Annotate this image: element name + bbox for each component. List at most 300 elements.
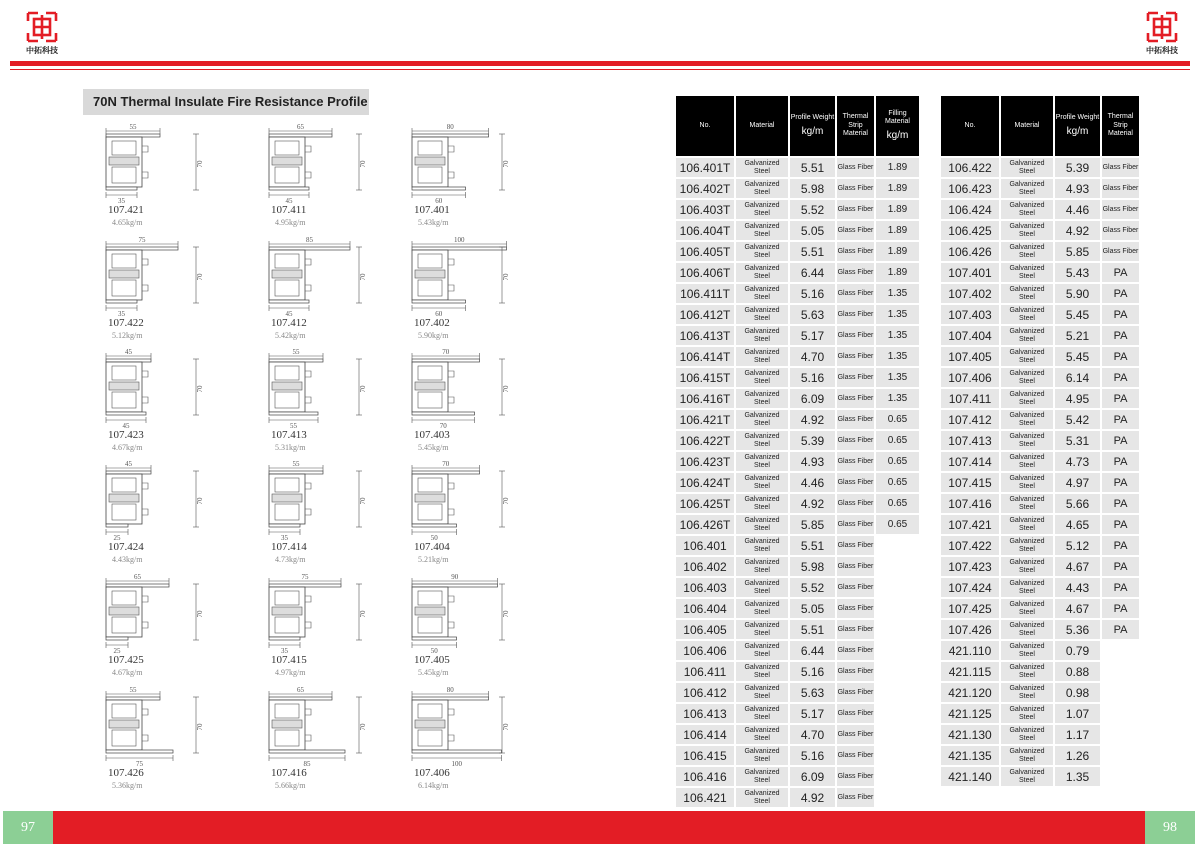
- cell-filling: 1.35: [876, 326, 919, 345]
- section-title: 70N Thermal Insulate Fire Resistance Profile: [83, 89, 369, 115]
- cell-material: Galvanized Steel: [736, 536, 788, 555]
- cell-no: 106.405: [676, 620, 734, 639]
- profile-section-drawing: [406, 124, 556, 204]
- cell-weight: 5.05: [790, 221, 835, 240]
- cell-material: Galvanized Steel: [736, 326, 788, 345]
- cell-weight: 0.88: [1055, 662, 1100, 681]
- cell-no: 421.125: [941, 704, 999, 723]
- dimension-bottom-label: 75: [136, 760, 143, 767]
- cell-filling: 1.89: [876, 158, 919, 177]
- cell-no: 106.415: [676, 746, 734, 765]
- table-row: [941, 452, 1139, 471]
- cell-no: 106.413: [676, 704, 734, 723]
- cell-filling: 0.65: [876, 431, 919, 450]
- cell-material: Galvanized Steel: [736, 641, 788, 660]
- table-row: [676, 431, 919, 450]
- profile-section-drawing: [263, 124, 413, 204]
- cell-material: Galvanized Steel: [736, 683, 788, 702]
- cell-strip: Glass Fiber: [837, 494, 874, 513]
- profile-weight: 6.14kg/m: [418, 781, 449, 790]
- table-row: [941, 704, 1139, 723]
- cell-filling: [876, 704, 919, 723]
- cell-filling: [876, 641, 919, 660]
- profile-section-drawing: [406, 461, 556, 541]
- cell-material: Galvanized Steel: [1001, 683, 1053, 702]
- col-weight-label: Profile Weight: [790, 113, 835, 121]
- cell-strip: Glass Fiber: [837, 641, 874, 660]
- cell-material: Galvanized Steel: [736, 473, 788, 492]
- table-row: [941, 389, 1139, 408]
- cell-filling: 0.65: [876, 515, 919, 534]
- table-row: [676, 263, 919, 282]
- cell-no: 106.405T: [676, 242, 734, 261]
- cell-material: Galvanized Steel: [1001, 599, 1053, 618]
- profile-weight: 4.65kg/m: [112, 218, 143, 227]
- dimension-top-label: 55: [129, 124, 137, 131]
- cell-no: 421.115: [941, 662, 999, 681]
- dimension-top-label: 55: [292, 461, 300, 468]
- cell-no: 106.423T: [676, 452, 734, 471]
- cell-no: 107.423: [941, 557, 999, 576]
- cell-no: 106.423: [941, 179, 999, 198]
- cell-material: Galvanized Steel: [1001, 347, 1053, 366]
- table-row: [676, 704, 919, 723]
- cell-weight: 6.44: [790, 263, 835, 282]
- cell-strip: Glass Fiber: [1102, 221, 1139, 240]
- cell-filling: 0.65: [876, 452, 919, 471]
- cell-strip: PA: [1102, 578, 1139, 597]
- dimension-bottom-label: 100: [451, 760, 462, 767]
- table-row: [941, 725, 1139, 744]
- cell-strip: PA: [1102, 515, 1139, 534]
- dimension-bottom-label: 35: [118, 310, 125, 317]
- dimension-height-label: 70: [196, 273, 204, 281]
- cell-material: Galvanized Steel: [1001, 704, 1053, 723]
- table-row: [941, 347, 1139, 366]
- cell-no: 107.406: [941, 368, 999, 387]
- cell-strip: PA: [1102, 473, 1139, 492]
- table-row: [676, 473, 919, 492]
- cell-strip: Glass Fiber: [837, 599, 874, 618]
- cell-material: Galvanized Steel: [736, 746, 788, 765]
- cell-strip: Glass Fiber: [837, 473, 874, 492]
- dimension-bottom-label: 25: [113, 647, 121, 654]
- cell-weight: 5.63: [790, 305, 835, 324]
- table-row: [941, 494, 1139, 513]
- cell-material: Galvanized Steel: [736, 389, 788, 408]
- cell-material: Galvanized Steel: [1001, 326, 1053, 345]
- cell-weight: 5.51: [790, 158, 835, 177]
- profile-section-drawing: [263, 237, 413, 317]
- dimension-height-label: 70: [196, 723, 204, 731]
- cell-strip: Glass Fiber: [837, 410, 874, 429]
- cell-strip: Glass Fiber: [837, 515, 874, 534]
- profile-section-drawing: [100, 124, 250, 204]
- dimension-bottom-label: 45: [285, 197, 293, 204]
- cell-no: 107.404: [941, 326, 999, 345]
- cell-material: Galvanized Steel: [1001, 557, 1053, 576]
- cell-material: Galvanized Steel: [1001, 578, 1053, 597]
- cell-filling: 1.89: [876, 263, 919, 282]
- profile-section-drawing: [263, 349, 413, 429]
- cell-strip: Glass Fiber: [837, 284, 874, 303]
- cell-strip: Glass Fiber: [837, 347, 874, 366]
- cell-weight: 1.35: [1055, 767, 1100, 786]
- cell-strip: Glass Fiber: [837, 431, 874, 450]
- cell-material: Galvanized Steel: [736, 284, 788, 303]
- cell-filling: [876, 620, 919, 639]
- cell-strip: Glass Fiber: [837, 305, 874, 324]
- footer-band: [50, 811, 1150, 844]
- profile-item: [100, 237, 250, 349]
- table-row: [941, 410, 1139, 429]
- table-row: [676, 326, 919, 345]
- brand-name: 中拓科技: [1146, 46, 1178, 55]
- cell-weight: 4.93: [1055, 179, 1100, 198]
- cell-weight: 4.70: [790, 347, 835, 366]
- table-row: [941, 431, 1139, 450]
- cell-weight: 4.70: [790, 725, 835, 744]
- cell-material: Galvanized Steel: [1001, 641, 1053, 660]
- col-material: Material: [736, 96, 788, 156]
- cell-weight: 4.43: [1055, 578, 1100, 597]
- cell-no: 106.411T: [676, 284, 734, 303]
- cell-strip: PA: [1102, 452, 1139, 471]
- table-row: [941, 200, 1139, 219]
- table-row: [941, 746, 1139, 765]
- col-filling: [876, 96, 919, 156]
- cell-strip: [1102, 704, 1139, 723]
- cell-material: Galvanized Steel: [736, 767, 788, 786]
- table-row: [941, 284, 1139, 303]
- cell-no: 106.411: [676, 662, 734, 681]
- cell-no: 107.425: [941, 599, 999, 618]
- cell-material: Galvanized Steel: [736, 515, 788, 534]
- cell-weight: 1.17: [1055, 725, 1100, 744]
- profile-item: [263, 237, 413, 349]
- cell-no: 421.130: [941, 725, 999, 744]
- profile-weight: 5.43kg/m: [418, 218, 449, 227]
- cell-no: 107.402: [941, 284, 999, 303]
- dimension-height-label: 70: [502, 160, 510, 168]
- cell-weight: 5.16: [790, 662, 835, 681]
- cell-strip: PA: [1102, 263, 1139, 282]
- col-no: No.: [676, 96, 734, 156]
- dimension-top-label: 55: [129, 687, 137, 694]
- profile-section-drawing: [263, 574, 413, 654]
- cell-material: Galvanized Steel: [736, 662, 788, 681]
- dimension-top-label: 100: [454, 237, 465, 244]
- cell-no: 107.415: [941, 473, 999, 492]
- cell-weight: 4.97: [1055, 473, 1100, 492]
- cell-weight: 4.93: [790, 452, 835, 471]
- cell-weight: 5.43: [1055, 263, 1100, 282]
- profile-code: 107.402: [414, 317, 450, 329]
- cell-strip: PA: [1102, 389, 1139, 408]
- cell-strip: PA: [1102, 599, 1139, 618]
- cell-no: 106.425T: [676, 494, 734, 513]
- table-header-row: [676, 96, 919, 156]
- cell-weight: 5.42: [1055, 410, 1100, 429]
- cell-weight: 5.39: [790, 431, 835, 450]
- cell-no: 107.413: [941, 431, 999, 450]
- dimension-bottom-label: 25: [113, 534, 121, 541]
- cell-filling: 1.89: [876, 200, 919, 219]
- profile-code: 107.404: [414, 541, 450, 553]
- dimension-height-label: 70: [359, 273, 367, 281]
- cell-strip: Glass Fiber: [837, 725, 874, 744]
- cell-material: Galvanized Steel: [736, 410, 788, 429]
- cell-no: 106.402: [676, 557, 734, 576]
- cell-no: 106.406T: [676, 263, 734, 282]
- dimension-bottom-label: 45: [285, 310, 293, 317]
- cell-weight: 5.16: [790, 746, 835, 765]
- table-row: [676, 683, 919, 702]
- col-weight-unit: kg/m: [801, 126, 824, 138]
- cell-no: 106.401T: [676, 158, 734, 177]
- cell-material: Galvanized Steel: [1001, 431, 1053, 450]
- cell-no: 106.416: [676, 767, 734, 786]
- spec-table-right: [939, 94, 1141, 788]
- cell-strip: Glass Fiber: [837, 368, 874, 387]
- profile-section-drawing: [406, 349, 556, 429]
- cell-strip: Glass Fiber: [837, 389, 874, 408]
- profile-item: [406, 574, 556, 686]
- profile-code: 107.406: [414, 767, 450, 779]
- table-row: [676, 179, 919, 198]
- cell-weight: 5.36: [1055, 620, 1100, 639]
- profile-item: [406, 349, 556, 461]
- cell-weight: 4.46: [790, 473, 835, 492]
- table-row: [941, 767, 1139, 786]
- cell-no: 106.412: [676, 683, 734, 702]
- table-row: [941, 641, 1139, 660]
- cell-material: Galvanized Steel: [1001, 662, 1053, 681]
- cell-strip: Glass Fiber: [1102, 242, 1139, 261]
- table-row: [676, 158, 919, 177]
- col-material: Material: [1001, 96, 1053, 156]
- cell-material: Galvanized Steel: [1001, 284, 1053, 303]
- cell-no: 106.403: [676, 578, 734, 597]
- cell-no: 106.426T: [676, 515, 734, 534]
- profile-item: [263, 461, 413, 573]
- cell-strip: Glass Fiber: [1102, 158, 1139, 177]
- cell-material: Galvanized Steel: [736, 347, 788, 366]
- cell-no: 106.403T: [676, 200, 734, 219]
- cell-weight: 0.98: [1055, 683, 1100, 702]
- profile-code: 107.423: [108, 429, 144, 441]
- cell-no: 106.404: [676, 599, 734, 618]
- dimension-bottom-label: 50: [430, 647, 438, 654]
- page-number-left: 97: [3, 811, 53, 844]
- cell-strip: PA: [1102, 305, 1139, 324]
- cell-strip: PA: [1102, 557, 1139, 576]
- dimension-height-label: 70: [502, 385, 510, 393]
- cell-weight: 5.52: [790, 578, 835, 597]
- profile-weight: 4.43kg/m: [112, 555, 143, 564]
- cell-material: Galvanized Steel: [736, 578, 788, 597]
- cell-material: Galvanized Steel: [1001, 536, 1053, 555]
- cell-material: Galvanized Steel: [736, 368, 788, 387]
- cell-material: Galvanized Steel: [736, 431, 788, 450]
- cell-no: 106.401: [676, 536, 734, 555]
- cell-weight: 5.31: [1055, 431, 1100, 450]
- cell-material: Galvanized Steel: [1001, 179, 1053, 198]
- cell-strip: [1102, 641, 1139, 660]
- table-row: [941, 179, 1139, 198]
- table-row: [941, 326, 1139, 345]
- table-row: [676, 284, 919, 303]
- table-row: [941, 557, 1139, 576]
- cell-filling: [876, 746, 919, 765]
- cell-no: 107.421: [941, 515, 999, 534]
- cell-weight: 1.26: [1055, 746, 1100, 765]
- cell-filling: 1.89: [876, 242, 919, 261]
- cell-material: Galvanized Steel: [1001, 305, 1053, 324]
- cell-material: Galvanized Steel: [1001, 263, 1053, 282]
- col-weight: [1055, 96, 1100, 156]
- profile-code: 107.426: [108, 767, 144, 779]
- cell-filling: 0.65: [876, 494, 919, 513]
- cell-material: Galvanized Steel: [1001, 725, 1053, 744]
- cell-filling: 1.89: [876, 221, 919, 240]
- cell-no: 106.404T: [676, 221, 734, 240]
- cell-no: 107.411: [941, 389, 999, 408]
- cell-material: Galvanized Steel: [1001, 410, 1053, 429]
- cell-strip: Glass Fiber: [837, 746, 874, 765]
- dimension-height-label: 70: [502, 497, 510, 505]
- cell-weight: 1.07: [1055, 704, 1100, 723]
- dimension-top-label: 45: [125, 349, 132, 356]
- profile-weight: 5.12kg/m: [112, 331, 143, 340]
- cell-material: Galvanized Steel: [736, 263, 788, 282]
- profile-item: [263, 687, 413, 799]
- cell-no: 106.424T: [676, 473, 734, 492]
- cell-material: Galvanized Steel: [736, 305, 788, 324]
- cell-no: 106.416T: [676, 389, 734, 408]
- table-row: [941, 515, 1139, 534]
- profile-section-drawing: [263, 687, 413, 767]
- profile-weight: 4.97kg/m: [275, 668, 306, 677]
- cell-material: Galvanized Steel: [736, 242, 788, 261]
- table-header-row: [941, 96, 1139, 156]
- table-row: [676, 452, 919, 471]
- cell-strip: Glass Fiber: [837, 662, 874, 681]
- brand-logo-right: [1142, 10, 1182, 56]
- cell-strip: Glass Fiber: [837, 578, 874, 597]
- dimension-top-label: 65: [297, 124, 304, 131]
- profile-weight: 4.73kg/m: [275, 555, 306, 564]
- cell-material: Galvanized Steel: [736, 704, 788, 723]
- cell-filling: 1.35: [876, 305, 919, 324]
- cell-strip: Glass Fiber: [837, 620, 874, 639]
- cell-material: Galvanized Steel: [736, 221, 788, 240]
- profile-weight: 5.90kg/m: [418, 331, 449, 340]
- table-row: [676, 494, 919, 513]
- table-row: [676, 788, 919, 807]
- profile-code: 107.405: [414, 654, 450, 666]
- cell-no: 106.402T: [676, 179, 734, 198]
- cell-strip: Glass Fiber: [837, 263, 874, 282]
- cell-strip: [1102, 725, 1139, 744]
- cell-weight: 4.95: [1055, 389, 1100, 408]
- profile-code: 107.416: [271, 767, 307, 779]
- table-row: [676, 620, 919, 639]
- cell-material: Galvanized Steel: [736, 788, 788, 807]
- profile-item: [100, 687, 250, 799]
- profile-code: 107.415: [271, 654, 307, 666]
- dimension-bottom-label: 70: [439, 422, 447, 429]
- cell-no: 107.412: [941, 410, 999, 429]
- profile-item: [100, 461, 250, 573]
- dimension-height-label: 70: [359, 497, 367, 505]
- table-row: [941, 263, 1139, 282]
- cell-weight: 5.51: [790, 620, 835, 639]
- cell-strip: PA: [1102, 431, 1139, 450]
- table-row: [941, 368, 1139, 387]
- cell-material: Galvanized Steel: [736, 599, 788, 618]
- dimension-height-label: 70: [359, 610, 367, 618]
- cell-material: Galvanized Steel: [736, 158, 788, 177]
- dimension-top-label: 70: [442, 349, 450, 356]
- cell-strip: PA: [1102, 368, 1139, 387]
- profile-code: 107.412: [271, 317, 307, 329]
- cell-strip: Glass Fiber: [837, 536, 874, 555]
- cell-strip: Glass Fiber: [837, 221, 874, 240]
- cell-weight: 5.63: [790, 683, 835, 702]
- table-row: [941, 473, 1139, 492]
- col-weight-label: Profile Weight: [1055, 113, 1100, 121]
- dimension-height-label: 70: [359, 160, 367, 168]
- table-row: [941, 599, 1139, 618]
- dimension-height-label: 70: [196, 497, 204, 505]
- cell-weight: 4.73: [1055, 452, 1100, 471]
- profile-item: [263, 574, 413, 686]
- dimension-bottom-label: 60: [435, 310, 443, 317]
- cell-weight: 5.05: [790, 599, 835, 618]
- table-row: [941, 221, 1139, 240]
- profile-section-drawing: [263, 461, 413, 541]
- cell-no: 421.120: [941, 683, 999, 702]
- cell-filling: 1.35: [876, 389, 919, 408]
- table-row: [676, 746, 919, 765]
- spec-table-left: [674, 94, 921, 809]
- cell-filling: [876, 683, 919, 702]
- cell-weight: 5.17: [790, 704, 835, 723]
- cell-strip: [1102, 662, 1139, 681]
- cell-filling: [876, 536, 919, 555]
- cell-filling: [876, 599, 919, 618]
- cell-material: Galvanized Steel: [736, 725, 788, 744]
- cell-strip: Glass Fiber: [837, 242, 874, 261]
- cell-no: 107.422: [941, 536, 999, 555]
- cell-no: 106.412T: [676, 305, 734, 324]
- cell-weight: 6.44: [790, 641, 835, 660]
- profile-section-drawing: [100, 461, 250, 541]
- dimension-top-label: 65: [134, 574, 141, 581]
- table-row: [941, 662, 1139, 681]
- cell-material: Galvanized Steel: [736, 200, 788, 219]
- profile-section-drawing: [100, 574, 250, 654]
- cell-weight: 4.92: [790, 788, 835, 807]
- col-strip: Thermal Strip Material: [1102, 96, 1139, 156]
- table-row: [676, 305, 919, 324]
- cell-weight: 4.65: [1055, 515, 1100, 534]
- cell-strip: PA: [1102, 620, 1139, 639]
- cell-material: Galvanized Steel: [1001, 242, 1053, 261]
- table-row: [676, 410, 919, 429]
- cell-material: Galvanized Steel: [1001, 515, 1053, 534]
